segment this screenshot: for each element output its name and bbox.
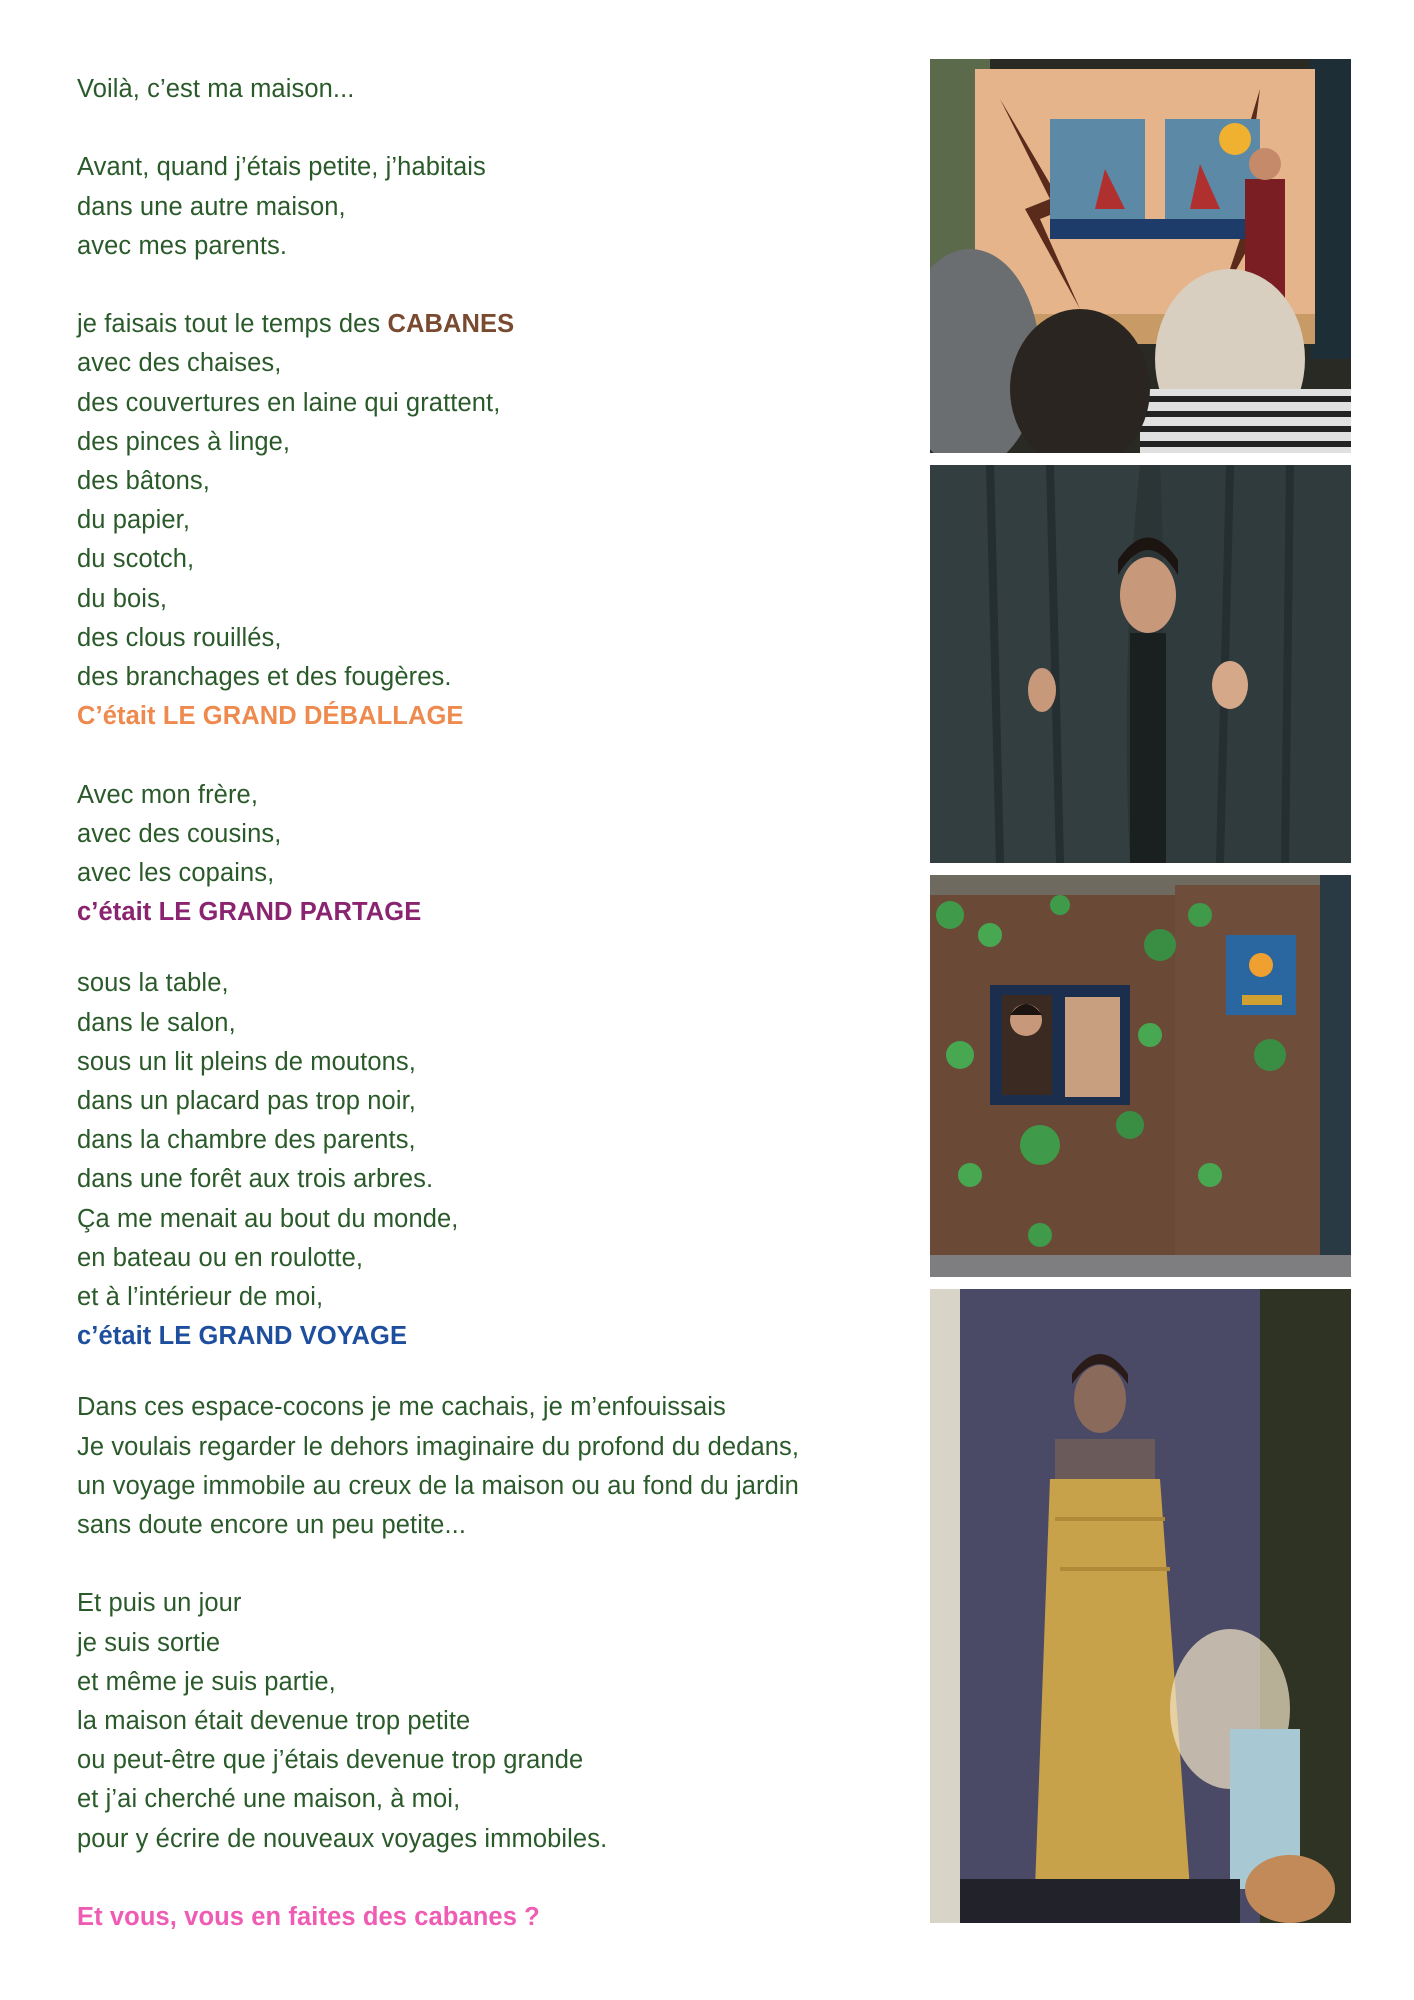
poem-line: Et puis un jour <box>77 1589 242 1618</box>
poem-line: dans un placard pas trop noir, <box>77 1087 416 1116</box>
photo-curtain-peek-image <box>930 465 1351 863</box>
poem-line: et même je suis partie, <box>77 1667 336 1696</box>
poem-line: du scotch, <box>77 545 195 574</box>
poem-line: je suis sortie <box>77 1628 221 1657</box>
poem-line: un voyage immobile au creux de la maison ou au fond du jardin <box>77 1471 799 1500</box>
poem-line-prefix: je faisais tout le temps des <box>77 310 388 339</box>
poem-line: des couvertures en laine qui grattent, <box>77 388 501 417</box>
poem-line: Ça me menait au bout du monde, <box>77 1204 459 1233</box>
photo-puppet-stage <box>930 59 1351 453</box>
poem-line: dans la chambre des parents, <box>77 1126 416 1155</box>
poem-line: des pinces à linge, <box>77 427 291 456</box>
final-question: Et vous, vous en faites des cabanes ? <box>77 1903 540 1932</box>
highlight-cabanes: CABANES <box>387 310 515 339</box>
poem-line: la maison était devenue trop petite <box>77 1707 471 1736</box>
poem-line: pour y écrire de nouveaux voyages immobiles. <box>77 1824 608 1853</box>
poem-line: Avec mon frère, <box>77 780 259 809</box>
poem-line: Avant, quand j’étais petite, j’habitais <box>77 153 486 182</box>
poem-line: sous un lit pleins de moutons, <box>77 1047 416 1076</box>
poem-line: et à l’intérieur de moi, <box>77 1283 324 1312</box>
poem-line: dans une autre maison, <box>77 192 346 221</box>
poem-text <box>77 70 897 1937</box>
photo-cabin-window-image <box>930 875 1351 1277</box>
photo-cabin-window <box>930 875 1351 1277</box>
highlight-partage: c’était LE GRAND PARTAGE <box>77 898 422 927</box>
photo-curtain-peek <box>930 465 1351 863</box>
poem-line: Dans ces espace-cocons je me cachais, je m’enfouissais <box>77 1393 726 1422</box>
photo-towel-curtain <box>930 1289 1351 1923</box>
poem-line: sans doute encore un peu petite... <box>77 1511 467 1540</box>
poem-line: en bateau ou en roulotte, <box>77 1243 364 1272</box>
poem-line: avec mes parents. <box>77 231 288 260</box>
poem-line: et j’ai cherché une maison, à moi, <box>77 1785 461 1814</box>
highlight-voyage: c’était LE GRAND VOYAGE <box>77 1322 408 1351</box>
poem-line: des branchages et des fougères. <box>77 663 452 692</box>
poem-line: avec des chaises, <box>77 349 282 378</box>
poem-line: des bâtons, <box>77 467 210 495</box>
poem-line: ou peut-être que j’étais devenue trop grande <box>77 1746 584 1775</box>
poem-line: du papier, <box>77 506 191 535</box>
poem-line: dans le salon, <box>77 1008 236 1037</box>
poem-line: du bois, <box>77 584 168 613</box>
poem-line: des clous rouillés, <box>77 623 282 652</box>
poem-line-cabanes <box>77 305 897 344</box>
poem-line: Voilà, c’est ma maison... <box>77 75 355 103</box>
photo-puppet-stage-image <box>930 59 1351 453</box>
poem-line: sous la table, <box>77 969 229 998</box>
poem-line: avec les copains, <box>77 859 275 888</box>
highlight-deballage: C’était LE GRAND DÉBALLAGE <box>77 702 464 731</box>
poem-line: avec des cousins, <box>77 819 282 848</box>
poem-line: Je voulais regarder le dehors imaginaire du profond du dedans, <box>77 1432 800 1461</box>
poem-line: dans une forêt aux trois arbres. <box>77 1165 434 1194</box>
photo-towel-curtain-image <box>930 1289 1351 1923</box>
